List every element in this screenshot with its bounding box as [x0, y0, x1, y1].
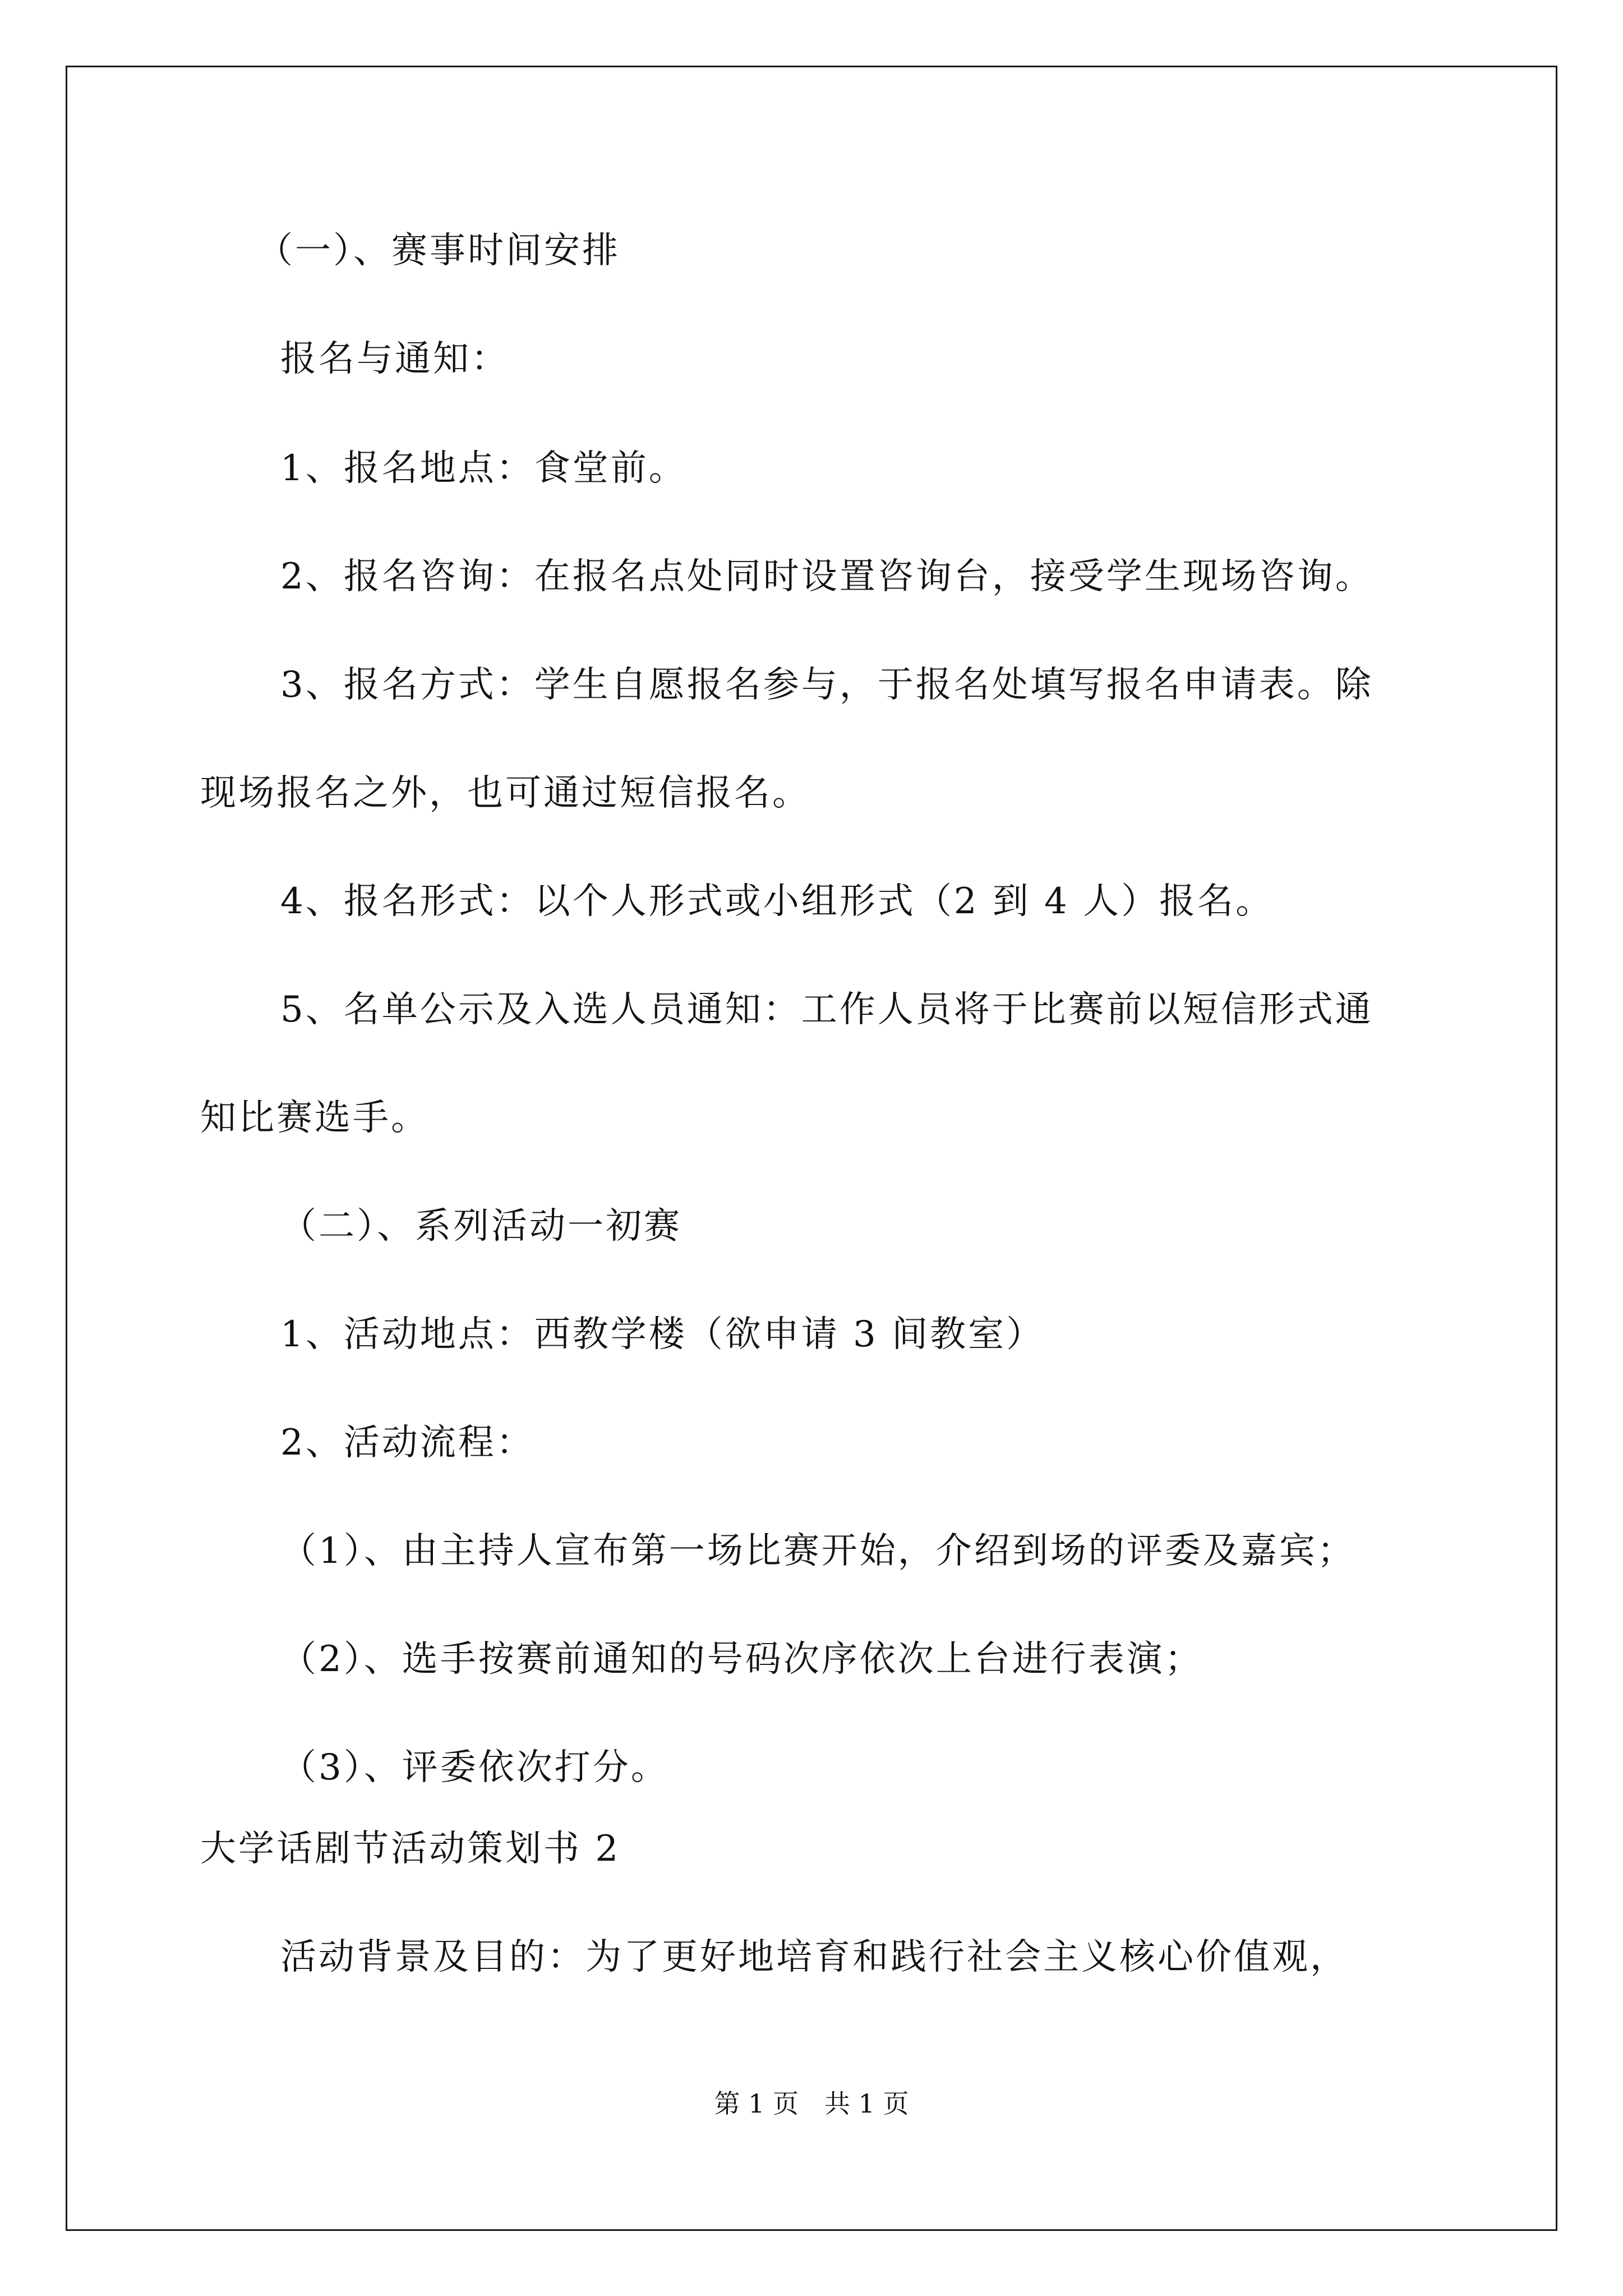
list-item-process: 2、活动流程： [280, 1422, 534, 1464]
page-footer: 第 1 页 共 1 页 [714, 2088, 909, 2119]
paragraph-registration-intro: 报名与通知： [280, 338, 509, 380]
paragraph-background: 活动背景及目的：为了更好地培育和践行社会主义核心价值观， [280, 1936, 1348, 1978]
list-item-location: 1、报名地点：食堂前。 [280, 448, 687, 489]
list-item-venue: 1、活动地点：西教学楼（欲申请 3 间教室） [280, 1314, 1045, 1355]
list-item-method: 3、报名方式：学生自愿报名参与，于报名处填写报名申请表。除 [280, 664, 1373, 706]
list-item-method-continued: 现场报名之外，也可通过短信报名。 [200, 772, 810, 814]
document-title-2: 大学话剧节活动策划书 2 [200, 1828, 621, 1870]
list-item-consultation: 2、报名咨询：在报名点处同时设置咨询台，接受学生现场咨询。 [280, 556, 1373, 597]
section-heading-schedule: （一）、赛事时间安排 [257, 230, 620, 272]
process-step-3: （3）、评委依次打分。 [280, 1747, 669, 1788]
page-border [66, 66, 1557, 2231]
section-heading-preliminary: （二）、系列活动一初赛 [280, 1205, 682, 1247]
process-step-1: （1）、由主持人宣布第一场比赛开始，介绍到场的评委及嘉宾； [280, 1530, 1355, 1572]
list-item-notice-continued: 知比赛选手。 [200, 1097, 429, 1139]
list-item-format: 4、报名形式：以个人形式或小组形式（2 到 4 人）报名。 [280, 881, 1274, 922]
list-item-notice: 5、名单公示及入选人员通知：工作人员将于比赛前以短信形式通 [280, 989, 1373, 1030]
process-step-2: （2）、选手按赛前通知的号码次序依次上台进行表演； [280, 1639, 1203, 1680]
